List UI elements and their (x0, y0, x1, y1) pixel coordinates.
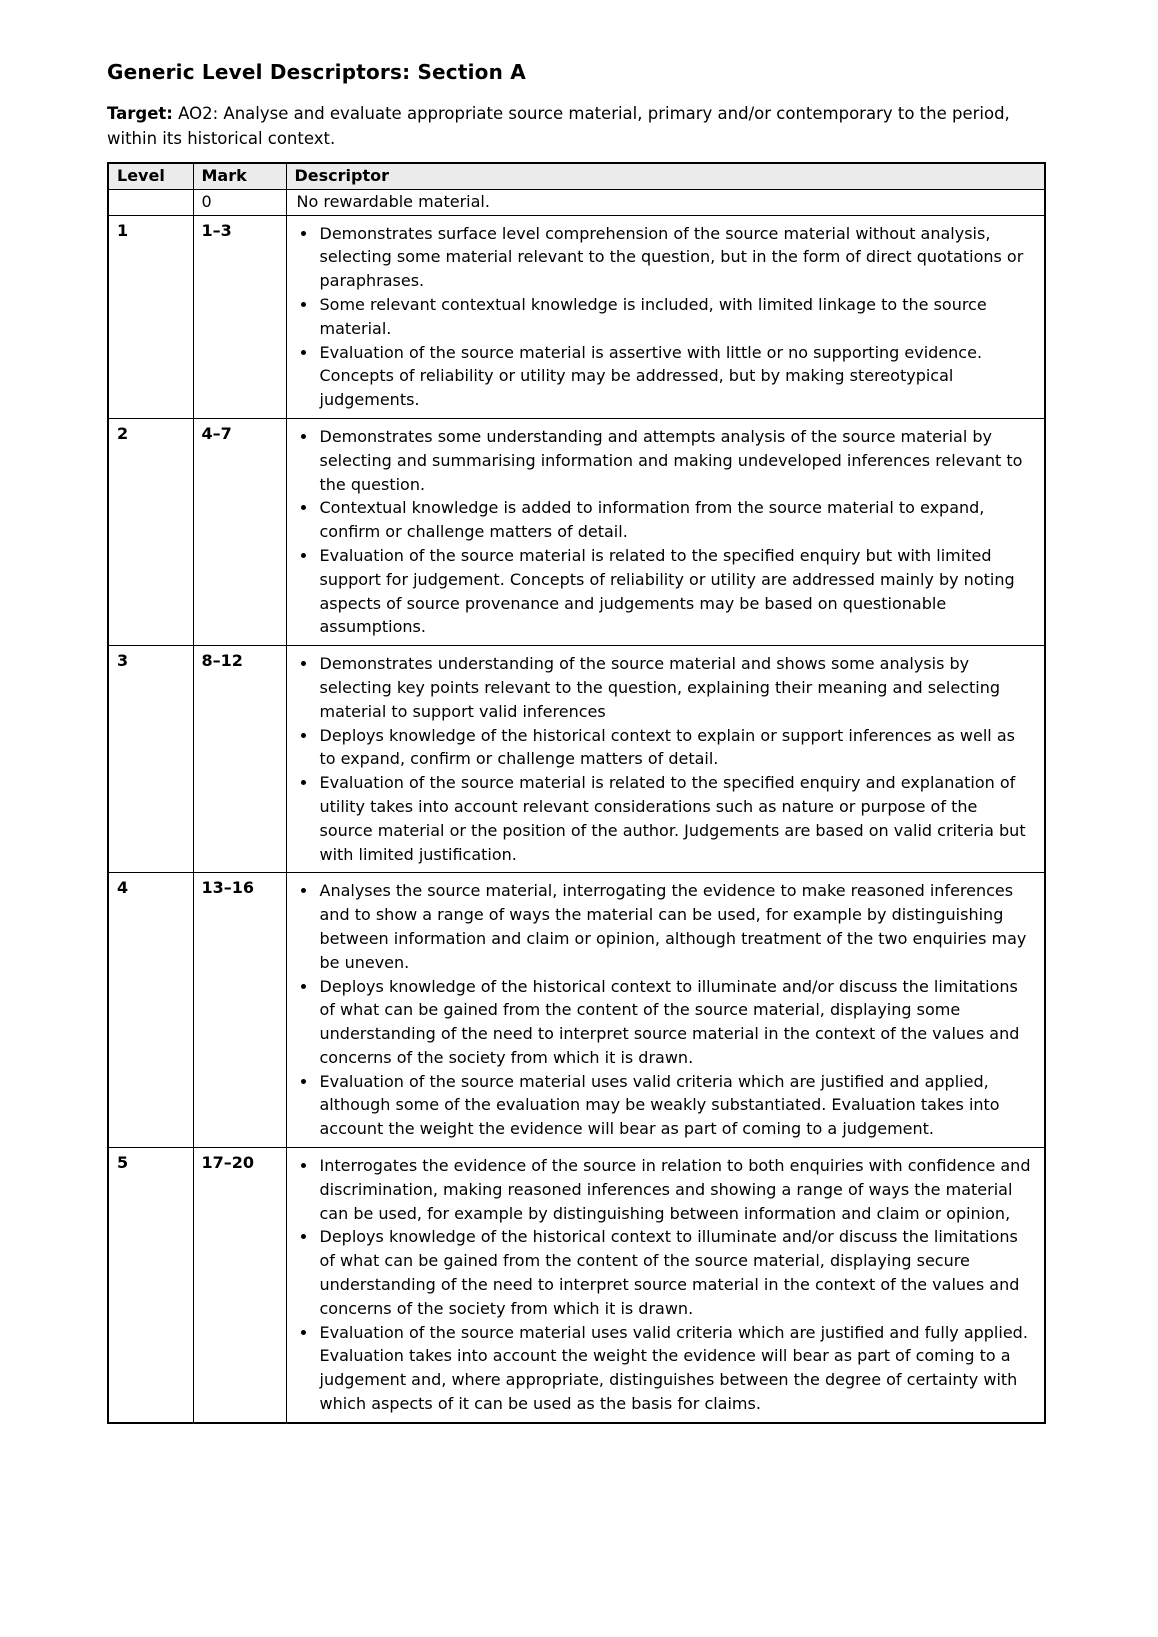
level-cell: 2 (108, 418, 193, 645)
target-label: Target: (107, 104, 173, 123)
table-row-level-2 (108, 418, 1045, 645)
descriptor-bullet: • Demonstrates understanding of the source material and shows some analysis by selecting key points relevant to the question, explaining their meaning and selecting material to support valid inferences (318, 652, 1035, 723)
descriptor-cell (286, 646, 1045, 873)
descriptor-bullet: • Some relevant contextual knowledge is included, with limited linkage to the source material. (318, 293, 1035, 341)
descriptor-bullet: • Demonstrates some understanding and attempts analysis of the source material by selecting and summarising information and making undeveloped inferences relevant to the question. (318, 425, 1035, 496)
descriptor-bullet-list (297, 652, 1035, 866)
descriptor-bullet-list (297, 425, 1035, 639)
table-row-level-3 (108, 646, 1045, 873)
descriptor-bullet-list (297, 879, 1035, 1141)
descriptor-bullet: • Deploys knowledge of the historical context to explain or support inferences as well as to expand, confirm or challenge matters of detail. (318, 724, 1035, 772)
descriptor-bullet: • Contextual knowledge is added to information from the source material to expand, confirm or challenge matters of detail. (318, 496, 1035, 544)
header-level: Level (108, 163, 193, 189)
table-row-level-1 (108, 215, 1045, 418)
descriptor-bullet: • Evaluation of the source material is assertive with little or no supporting evidence. Concepts of reliability or utility may be addressed, but by making stereotypical judgements. (318, 341, 1035, 412)
descriptor-cell (286, 418, 1045, 645)
header-mark: Mark (193, 163, 286, 189)
descriptor-cell (286, 873, 1045, 1148)
mark-cell: 8–12 (193, 646, 286, 873)
descriptor-bullet-list (297, 1154, 1035, 1416)
descriptor-bullet: • Evaluation of the source material uses valid criteria which are justified and applied, although some of the evaluation may be weakly substantiated. Evaluation takes into account the weight the evidence will bear as part of coming to a judgement. (318, 1070, 1035, 1141)
mark-cell: 13–16 (193, 873, 286, 1148)
descriptor-bullet: • Evaluation of the source material is related to the specified enquiry but with limited support for judgement. Concepts of reliability or utility are addressed mainly by noting aspects of source provenance and judgements may be based on questionable assumptions. (318, 544, 1035, 639)
mark-cell: 0 (193, 189, 286, 215)
descriptor-bullet: • Analyses the source material, interrogating the evidence to make reasoned inferences and to show a range of ways the material can be used, for example by distinguishing between information and claim or opinion, although treatment of the two enquiries may be uneven. (318, 879, 1035, 974)
table-row-level-4 (108, 873, 1045, 1148)
descriptor-bullet: • Interrogates the evidence of the source in relation to both enquiries with confidence and discrimination, making reasoned inferences and showing a range of ways the material can be used, for example by distinguishing between information and claim or opinion, (318, 1154, 1035, 1225)
descriptor-bullet-list (297, 222, 1035, 412)
descriptor-bullet: • Deploys knowledge of the historical context to illuminate and/or discuss the limitations of what can be gained from the content of the source material, displaying some understanding of the need to interpret source material in the context of the values and concerns of the society from which it is drawn. (318, 975, 1035, 1070)
header-descriptor: Descriptor (286, 163, 1045, 189)
descriptor-bullet: • Demonstrates surface level comprehension of the source material without analysis, selecting some material relevant to the question, but in the form of direct quotations or paraphrases. (318, 222, 1035, 293)
level-cell (108, 189, 193, 215)
mark-cell: 17–20 (193, 1148, 286, 1423)
descriptor-bullet: • Evaluation of the source material uses valid criteria which are justified and fully applied. Evaluation takes into account the weight the evidence will bear as part of coming to a judgement and, where appropriate, distinguishes between the degree of certainty with which aspects of it can be used as the basis for claims. (318, 1321, 1035, 1416)
level-cell: 3 (108, 646, 193, 873)
descriptor-cell: No rewardable material. (286, 189, 1045, 215)
target-text: AO2: Analyse and evaluate appropriate source material, primary and/or contemporary to the period, within its historical context. (107, 104, 1010, 148)
descriptor-bullet: • Evaluation of the source material is related to the specified enquiry and explanation of utility takes into account relevant considerations such as nature or purpose of the source material or the position of the author. Judgements are based on valid criteria but with limited justification. (318, 771, 1035, 866)
level-cell: 5 (108, 1148, 193, 1423)
table-row-zero (108, 189, 1045, 215)
level-descriptor-table (107, 162, 1046, 1424)
target-statement (107, 101, 1051, 151)
mark-cell: 1–3 (193, 215, 286, 418)
descriptor-cell (286, 1148, 1045, 1423)
table-row-level-5 (108, 1148, 1045, 1423)
level-cell: 1 (108, 215, 193, 418)
level-cell: 4 (108, 873, 193, 1148)
page-title: Generic Level Descriptors: Section A (107, 60, 526, 84)
mark-cell: 4–7 (193, 418, 286, 645)
table-header-row (108, 163, 1045, 189)
descriptor-cell (286, 215, 1045, 418)
descriptor-bullet: • Deploys knowledge of the historical context to illuminate and/or discuss the limitations of what can be gained from the content of the source material, displaying secure understanding of the need to interpret source material in the context of the values and concerns of the society from which it is drawn. (318, 1225, 1035, 1320)
